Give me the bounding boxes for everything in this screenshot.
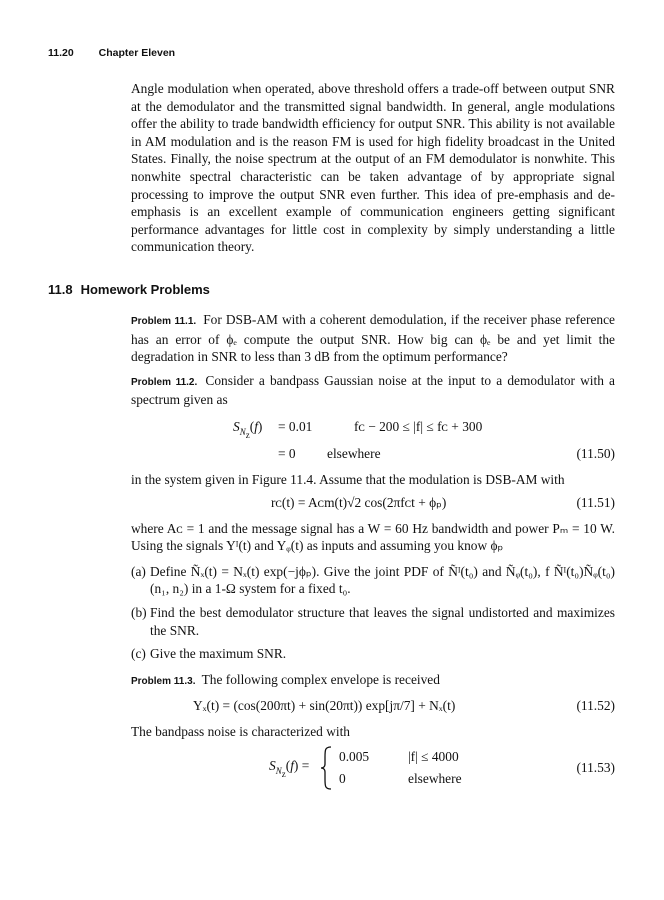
section-number: 11.8 [48, 282, 73, 297]
problems [131, 311, 615, 791]
problem-label: Problem 11.1. [131, 316, 197, 327]
problem-text: The following complex envelope is received [201, 671, 440, 687]
case-value: 0 [339, 770, 346, 786]
eq-range: elsewhere [327, 445, 381, 461]
item-text: Define Ñₓ(t) = Nₓ(t) exp(−jϕₚ). Give the joint PDF of Ñᴵ(t₀) and Ñᵩ(t₀), f Ñᴵ(t₀)Ñᵩ(t₀)(n₁, n₂) in a 1-Ω system for a fixed t₀. [150, 563, 615, 597]
problem-11-2 [131, 372, 615, 409]
equation-number: (11.50) [576, 445, 615, 461]
page-number: 11.20 [48, 47, 74, 59]
problem-label: Problem 11.3. [131, 675, 196, 687]
equation-number: (11.52) [576, 698, 615, 714]
item-label: (c) [131, 646, 146, 662]
equation-11-52 [131, 694, 615, 717]
equation-number: (11.53) [576, 759, 615, 775]
eq-lhs-symbol: S [269, 757, 276, 773]
eq-lhs-symbol: S [233, 418, 240, 434]
eq-body: rᴄ(t) = Aᴄm(t)√2 cos(2πfᴄt + ϕₚ) [271, 494, 447, 510]
running-head [48, 47, 175, 59]
eq-value: = 0 [278, 445, 296, 461]
equation-11-51 [131, 491, 615, 514]
problem-text: where Aᴄ = 1 and the message signal has a W = 60 Hz bandwidth and power Pₘ = 10 W. Using the signals Yᴵ(t) and Yᵩ(t) as inputs and assuming you know ϕₚ [131, 520, 615, 554]
section-title: Homework Problems [80, 282, 210, 297]
problem-text: in the system given in Figure 11.4. Assume that the modulation is DSB-AM with [131, 471, 565, 487]
problem-text: The bandpass noise is characterized with [131, 724, 351, 740]
list-item [131, 645, 615, 663]
intro-paragraph: Angle modulation when operated, above threshold offers a trade-off between output SNR at the demodulator and the transmitted signal bandwidth. In general, angle modulations offer the ability to trade bandwidth efficiency for output SNR. This ability is not available in AM modulation and is the reason FM is used for high fidelity broadcast in the United States. Finally, the noise spectrum at the output of an FM demodulator is nonwhite. This nonwhite spectral characteristic can be taken advantage of by appropriate signal processing to improve the output SNR even further. This idea of pre-emphasis and de-emphasis is an excellent example of communication engineers getting significant performance advantages for little cost in complexity by simply understanding a little communication theory. [131, 81, 615, 255]
item-text: Give the maximum SNR. [150, 646, 287, 662]
equation-number: (11.51) [576, 494, 615, 510]
problem-11-1 [131, 311, 615, 366]
section-heading [48, 282, 210, 297]
case-value: 0.005 [339, 748, 370, 764]
sub-items [131, 563, 615, 663]
equation-11-50-line2 [131, 442, 615, 465]
problem-text: For DSB-AM with a coherent demodulation, if the receiver phase reference has an error of ϕₑ compute the output SNR. How big can ϕₑ be and yet limit the degradation in SNR to less than 3 dB from the optimum performance? [131, 312, 615, 365]
case-condition: |f| ≤ 4000 [408, 748, 459, 764]
problem-text: Consider a bandpass Gaussian noise at the input to a demodulator with a spectrum given as [131, 372, 616, 408]
item-label: (a) [131, 563, 146, 579]
chapter-title: Chapter Eleven [98, 47, 176, 59]
problem-label: Problem 11.2. [131, 376, 198, 388]
left-brace-icon [319, 745, 333, 791]
case-condition: elsewhere [408, 770, 462, 786]
equation-11-50-line1: $S_{N_z}(f)$ = 0.01 fᴄ − 200 ≤ |f| ≤ fᴄ + 300 [131, 415, 615, 438]
item-label: (b) [131, 604, 147, 620]
list-item [131, 604, 615, 639]
eq-range: fᴄ − 200 ≤ |f| ≤ fᴄ + 300 [354, 418, 483, 434]
eq-body: Yₓ(t) = (cos(200πt) + sin(20πt)) exp[jπ/7] + Nₓ(t) [193, 698, 456, 714]
equation-11-53: $S_{N_z}(f)$ = 0.005 |f| ≤ 4000 0 elsewhere (11.53) [131, 745, 615, 791]
problem-11-3 [131, 671, 615, 691]
eq-value: = 0.01 [278, 418, 313, 434]
list-item [131, 563, 615, 598]
item-text: Find the best demodulator structure that leaves the signal undistorted and maximizes the SNR. [150, 604, 615, 638]
